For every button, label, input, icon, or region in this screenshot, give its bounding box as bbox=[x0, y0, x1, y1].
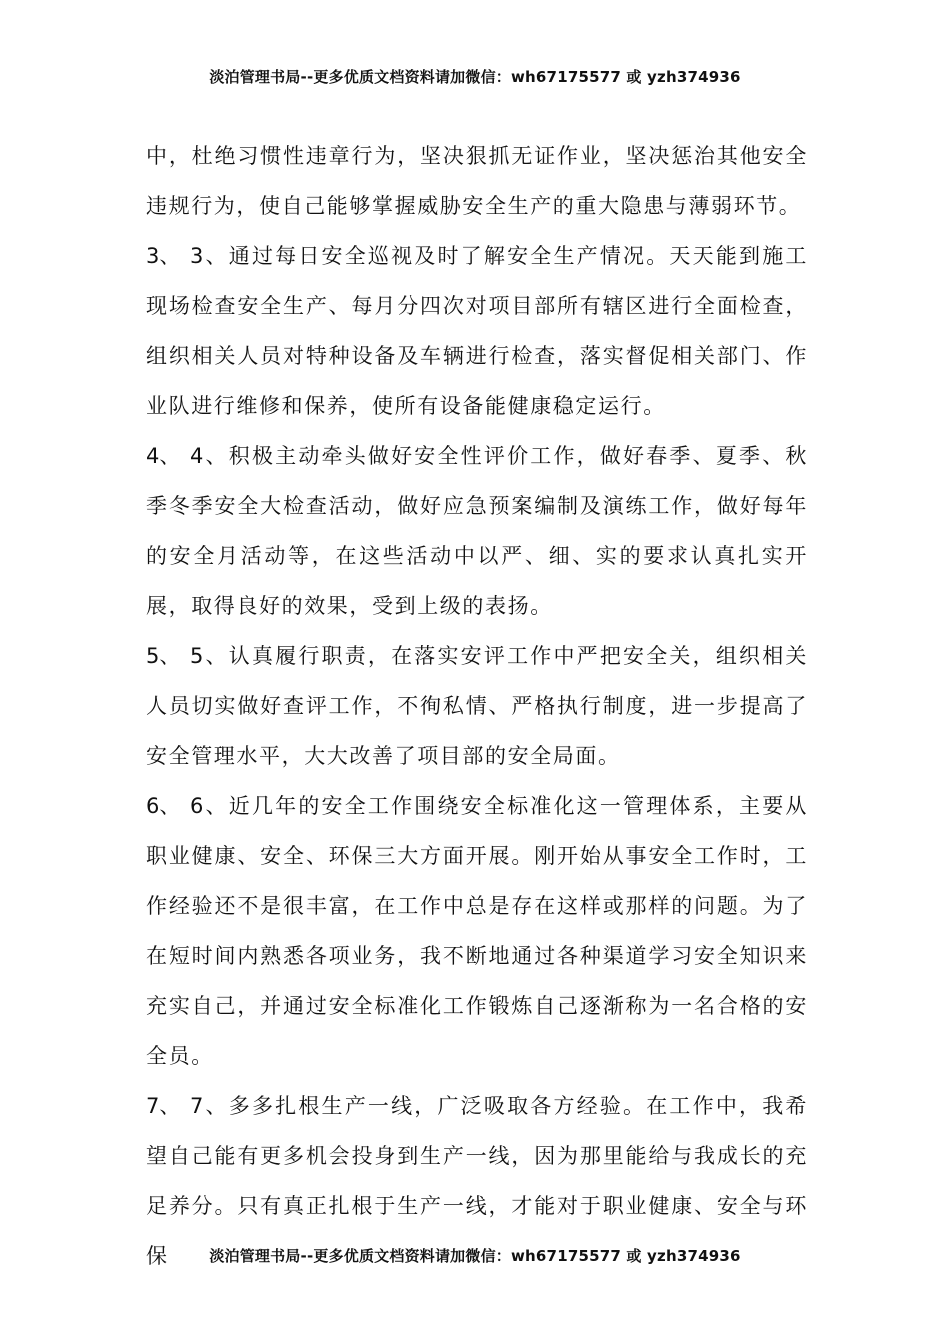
list-item-text: 4、积极主动牵头做好安全性评价工作，做好春季、夏季、秋季冬季安全大检查活动，做好应急预案编制及演练工作，做好每年的安全月活动等，在这些活动中以严、细、实的要求认真扎实开展，取得良好的效果，受到上级的表扬。 bbox=[146, 444, 808, 618]
list-item-text: 3、通过每日安全巡视及时了解安全生产情况。天天能到施工现场检查安全生产、每月分四次对项目部所有辖区进行全面检查，组织相关人员对特种设备及车辆进行检查，落实督促相关部门、作业队进行维修和保养，使所有设备能健康稳定运行。 bbox=[146, 244, 808, 418]
page-footer: 淡泊管理书局--更多优质文档资料请加微信：wh67175577 或 yzh374936 bbox=[209, 1247, 741, 1265]
page-header: 淡泊管理书局--更多优质文档资料请加微信：wh67175577 或 yzh374936 bbox=[209, 68, 741, 86]
list-marker: 4、 bbox=[146, 444, 181, 468]
list-item-5 bbox=[146, 631, 808, 781]
list-item-text: 5、认真履行职责，在落实安评工作中严把安全关，组织相关人员切实做好查评工作，不徇私情、严格执行制度，进一步提高了安全管理水平，大大改善了项目部的安全局面。 bbox=[146, 644, 808, 768]
list-item-3 bbox=[146, 231, 808, 431]
list-marker: 5、 bbox=[146, 644, 181, 668]
list-item-6 bbox=[146, 781, 808, 1081]
paragraph-continuation: 中，杜绝习惯性违章行为，坚决狠抓无证作业，坚决惩治其他安全违规行为，使自己能够掌握威胁安全生产的重大隐患与薄弱环节。 bbox=[146, 144, 808, 218]
list-item-4 bbox=[146, 431, 808, 631]
list-marker: 7、 bbox=[146, 1094, 181, 1118]
list-marker: 3、 bbox=[146, 244, 181, 268]
document-body bbox=[146, 131, 808, 1281]
list-item-text: 7、多多扎根生产一线，广泛吸取各方经验。在工作中，我希望自己能有更多机会投身到生产一线，因为那里能给与我成长的充足养分。只有真正扎根于生产一线，才能对于职业健康、安全与环保 bbox=[146, 1094, 808, 1268]
list-marker: 6、 bbox=[146, 794, 181, 818]
list-item-text: 6、近几年的安全工作围绕安全标准化这一管理体系，主要从职业健康、安全、环保三大方面开展。刚开始从事安全工作时，工作经验还不是很丰富，在工作中总是存在这样或那样的问题。为了在短时间内熟悉各项业务，我不断地通过各种渠道学习安全知识来充实自己，并通过安全标准化工作锻炼自己逐渐称为一名合格的安全员。 bbox=[146, 794, 808, 1068]
